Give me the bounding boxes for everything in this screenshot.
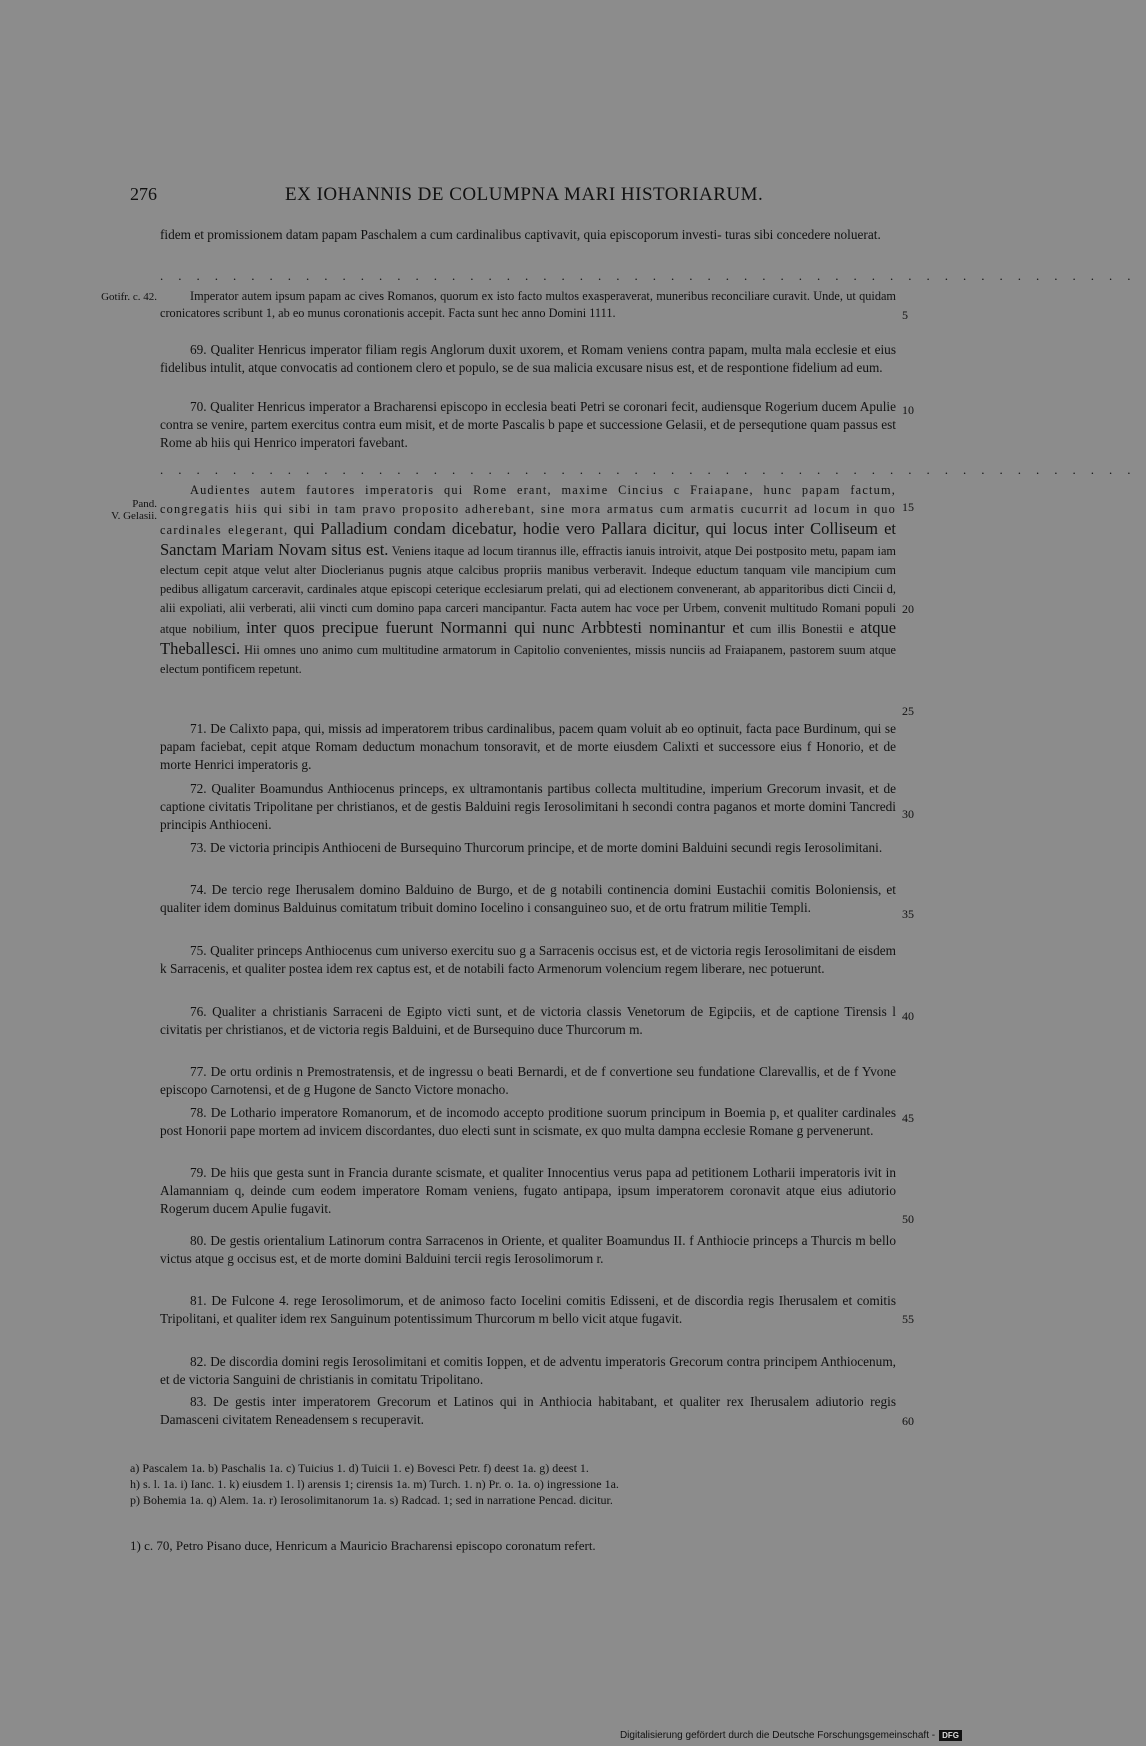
chapter-82: 82. De discordia domini regis Ierosolimitani et comitis Ioppen, et de adventu imperatoris Grecorum contra principem Anthiocenum, et de victoria Sanguini de christianis in comitatu Tripolitano. [160, 1354, 896, 1388]
pand-emphasis-3: atque Theballesci. [160, 618, 897, 658]
line-number: 50 [902, 1212, 914, 1226]
footnote-line: a) Pascalem 1a. b) Paschalis 1a. c) Tuicius 1. d) Tuicii 1. e) Bovesci Petr. f) deest 1a. g) deest 1. [130, 1461, 589, 1475]
line-number: 25 [902, 704, 914, 718]
chapter-71: 71. De Calixto papa, qui, missis ad imperatorem tribus cardinalibus, pacem quam voluit ab eo optinuit, facta pace Burdinum, qui se papam faciebat, cepit atque Romam deductum monachum tonsoravit, et de morte eiusdem Calixti et successore eius f Honorio, et de morte Henrici imperatoris g. [160, 721, 896, 773]
chapter-70: 70. Qualiter Henricus imperator a Bracharensi episcopo in ecclesia beati Petri se coronari fecit, audiensque Rogerium ducem Apulie contra se venire, partem exercitus contra eum misit, et de morte Pascalis b pape et successione Gelasii, et de persequtione quam passus est Rome ab hiis qui Henrico imperatori favebant. [160, 399, 896, 451]
chapter-72: 72. Qualiter Boamundus Anthiocenus princeps, ex ultramontanis partibus collecta multitudine, imperium Grecorum invasit, et de captione civitatis Tripolitane per christianos, et de gestis Balduini regis Ierosolimitani h secondi contra paganos et morte domini Tancredi principis Anthioceni. [160, 781, 896, 833]
intro-paragraph: fidem et promissionem datam papam Paschalem a cum cardinalibus captivavit, quia episcoporum investi- turas sibi concedere noluerat. [160, 227, 881, 242]
pand-text-2: Veniens itaque ad locum tirannus ille, effractis ianuis introivit, atque Dei postposito metu, papam iam electum cepit atque velut alter Dioclerianus pugnis atque calcibus propriis manibus verberavit. Indeque eductum tanquam vile mancipium cum pedibus alligatum carceravit, cardinales atque episcopi ceterique ecclesiarum prelati, qui ad electionem convenerant, ab apparitoribus dicti Cincii d, alii expoliati, alii verberati, alii vincti cum domino papa carceri mancipantur. Facta autem hac voce per Urbem, convenit multitudo Romani populi atque nobilium, [160, 544, 896, 636]
ellipsis-separator-2: ...................................................... [160, 462, 1146, 477]
source-note: 1) c. 70, Petro Pisano duce, Henricum a Mauricio Bracharensi episcopo coronatum refert. [130, 1538, 596, 1553]
pand-text-3: cum illis Bonestii e [750, 622, 855, 636]
chapter-76: 76. Qualiter a christianis Sarraceni de Egipto victi sunt, et de victoria classis Venetorum de Egipciis, et de captione Tirensis l civitatis per christianos, et de victoria regis Balduini, et de Bursequino duce Thurcorum m. [160, 1004, 896, 1038]
line-number: 20 [902, 602, 914, 616]
chapter-78: 78. De Lothario imperatore Romanorum, et de incomodo accepto proditione suorum principum in Boemia p, et qualiter cardinales post Honorii pape mortem ad invicem discordantes, duo electi sunt in scismate, ex quo multa dampna ecclesie Romane g pervenerunt. [160, 1105, 896, 1139]
pand-text-1: Audientes autem fautores imperatoris qui Rome erant, maxime Cincius c Fraiapane, hunc papam factum, congregatis hiis qui sibi in tam pravo proposito adherebant, sine mora armatus cum armatis cucurrit ad locum in quo cardinales elegerant, [160, 483, 896, 537]
line-number: 55 [902, 1312, 914, 1326]
margin-ref-gotifr: Gotifr. c. 42. [101, 291, 157, 303]
chapter-77: 77. De ortu ordinis n Premostratensis, et de ingressu o beati Bernardi, et de f convertione seu fundatione Clarevallis, et de f Yvone episcopo Carnotensi, et de g Hugone de Sancto Victore monacho. [160, 1064, 896, 1098]
line-number: 60 [902, 1414, 914, 1428]
gotifr-passage: Imperator autem ipsum papam ac cives Romanos, quorum ex isto facto multos exasperaverat, muneribus reconciliare curavit. Unde, ut quidam cronicatores scribunt 1, ab eo munus coronationis accepit. Facta sunt hec anno Domini 1111. [160, 289, 896, 321]
dfg-logo-icon: DFG [939, 1730, 962, 1741]
ellipsis-separator: ...................................................... [160, 268, 1146, 283]
chapter-81: 81. De Fulcone 4. rege Ierosolimorum, et de animoso facto Iocelini comitis Edisseni, et de discordia regis Iherusalem et comitis Tripolitani, et qualiter idem rex Sanguinum potentissimum Thurcorum m bello vicit atque fugavit. [160, 1293, 896, 1327]
pand-emphasis-1: qui Palladium condam dicebatur, hodie vero Pallara dicitur, qui locus inter Colliseum et Sanctam Mariam Novam situs est. [160, 519, 897, 559]
line-number: 45 [902, 1111, 914, 1125]
footnote-line: h) s. l. 1a. i) Ianc. 1. k) eiusdem 1. l) arensis 1; cirensis 1a. m) Turch. 1. n) Pr. o. 1a. o) ingressione 1a. [130, 1477, 619, 1491]
chapter-80: 80. De gestis orientalium Latinorum contra Sarracenos in Oriente, et qualiter Boamundus II. f Anthiocie princeps a Thurcis m bello victus atque g occisus est, et de morte domini Balduini tercii regis Ierosolimorum r. [160, 1233, 896, 1267]
line-number: 5 [902, 308, 908, 322]
footnotes [130, 1460, 900, 1508]
chapter-73: 73. De victoria principis Anthioceni de Bursequino Thurcorum principe, et de morte domini Balduini secundi regis Ierosolimitani. [190, 840, 883, 855]
chapter-75: 75. Qualiter princeps Anthiocenus cum universo exercitu suo g a Sarracenis occisus est, et de victoria regis Ierosolimitani de eisdem k Sarracenis, et qualiter postea idem rex captus est, et de notabili facto Armenorum volencium regem liberare, nec potuerunt. [160, 943, 896, 977]
pand-passage [160, 481, 896, 679]
pand-emphasis-2: inter quos precipue fuerunt Normanni qui nunc Arbbtesti nominantur et [246, 618, 745, 637]
margin-ref-gelasii: V. Gelasii. [111, 510, 157, 522]
line-number: 35 [902, 907, 914, 921]
line-number: 10 [902, 403, 914, 417]
digitization-credit [620, 1730, 962, 1741]
credit-text: Digitalisierung gefördert durch die Deutsche Forschungsgemeinschaft - [619, 1730, 936, 1741]
footnote-line: p) Bohemia 1a. q) Alem. 1a. r) Ierosolimitanorum 1a. s) Radcad. 1; sed in narratione Pencad. dicitur. [130, 1493, 613, 1507]
chapter-69: 69. Qualiter Henricus imperator filiam regis Anglorum duxit uxorem, et Romam veniens contra papam, multa mala ecclesie et eius fidelibus intulit, atque convocatis ad contionem clero et populo, se de sua malicia excusare nisus est, et de respontione fidelium ad eum. [160, 342, 896, 376]
pand-text-4: Hii omnes uno animo cum multitudine armatorum in Capitolio convenientes, missis nunciis ad Fraiapanem, pastorem suum atque electum pontificem repetunt. [160, 643, 896, 676]
margin-ref-pand: Pand. [132, 498, 157, 510]
chapter-74: 74. De tercio rege Iherusalem domino Balduino de Burgo, et de g notabili continencia domini Eustachii comitis Boloniensis, et qualiter idem dominus Balduinus comitatum tribuit domino Iocelino i consanguineo suo, et de ortu fratrum militie Templi. [160, 882, 896, 916]
running-title: EX IOHANNIS DE COLUMPNA MARI HISTORIARUM. [285, 184, 764, 205]
line-number: 40 [902, 1009, 914, 1023]
page-number: 276 [130, 184, 157, 204]
line-number: 30 [902, 807, 914, 821]
chapter-79: 79. De hiis que gesta sunt in Francia durante scismate, et qualiter Innocentius verus papa ad petitionem Lotharii imperatoris ivit in Alamanniam q, deinde cum eodem imperatore Romam veniens, fugato antipapa, ipsum imperatorem coronavit atque eius adiutorio Rogerum ducem Apulie fugavit. [160, 1165, 896, 1217]
chapter-83: 83. De gestis inter imperatorem Grecorum et Latinos qui in Anthiocia habitabant, et qualiter rex Iherusalem adiutorio regis Damasceni civitatem Reneadensem s recuperavit. [160, 1394, 896, 1428]
line-number: 15 [902, 500, 914, 514]
